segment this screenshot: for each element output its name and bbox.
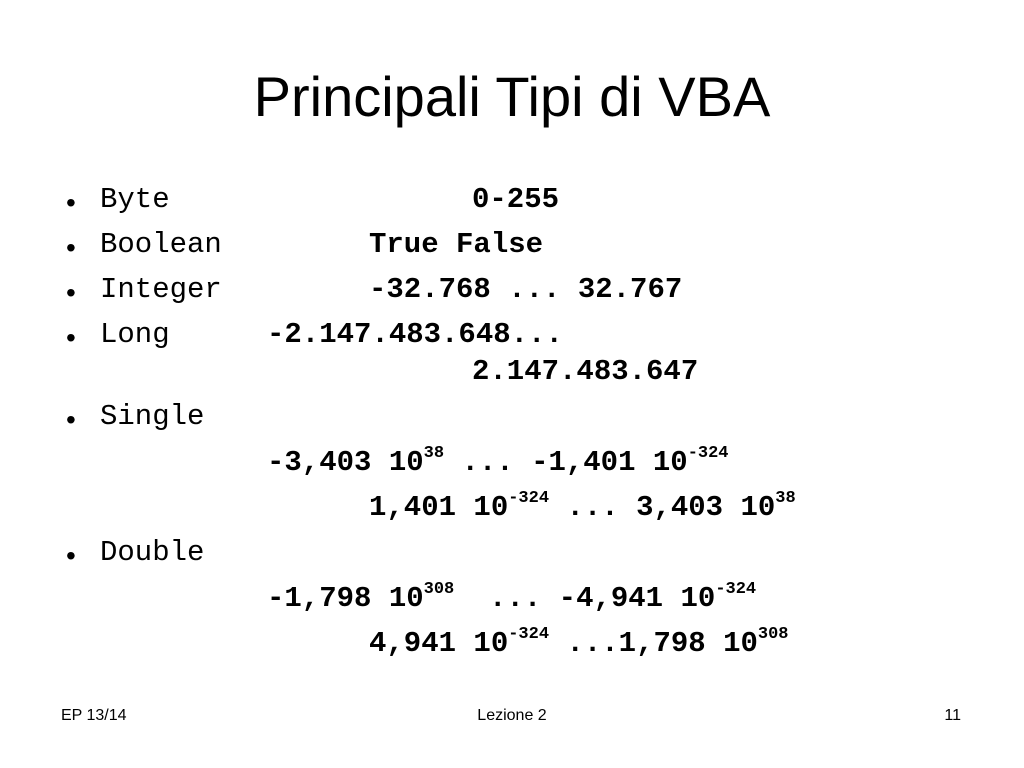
type-name-byte: Byte <box>100 183 170 216</box>
single-positive-range: 1,401 $10^{-324}$ ... 3,403 $10^{38}$ <box>369 489 796 524</box>
bullet-dot: • <box>66 277 76 308</box>
bullet-dot: • <box>66 540 76 571</box>
slide-title: Principali Tipi di VBA <box>253 65 771 128</box>
type-range-long-start: -2.147.483.648... <box>267 318 563 351</box>
type-name-long: Long <box>100 318 170 351</box>
double-negative-range: -1,798 $10^{308}$ ... -4,941 $10^{-324}$ <box>267 580 757 615</box>
type-range-boolean: True False <box>369 228 544 261</box>
bullet-dot: • <box>66 187 76 218</box>
type-range-long-end: 2.147.483.647 <box>472 355 699 388</box>
type-range-byte: 0-255 <box>472 183 560 216</box>
footer-page-number: 11 <box>944 707 961 724</box>
bullet-dot: • <box>66 232 76 263</box>
footer-lecture: Lezione 2 <box>477 707 547 724</box>
type-range-integer: -32.768 ... 32.767 <box>369 273 683 306</box>
type-name-double: Double <box>100 536 205 569</box>
bullet-dot: • <box>66 404 76 435</box>
type-name-boolean: Boolean <box>100 228 222 261</box>
double-positive-range: 4,941 $10^{-324}$ ...1,798 $10^{308}$ <box>369 625 789 660</box>
single-negative-range: -3,403 $10^{38}$ ... -1,401 $10^{-324}$ <box>267 444 729 479</box>
type-name-single: Single <box>100 400 205 433</box>
bullet-dot: • <box>66 322 76 353</box>
type-name-integer: Integer <box>100 273 222 306</box>
footer-course: EP 13/14 <box>61 707 127 724</box>
